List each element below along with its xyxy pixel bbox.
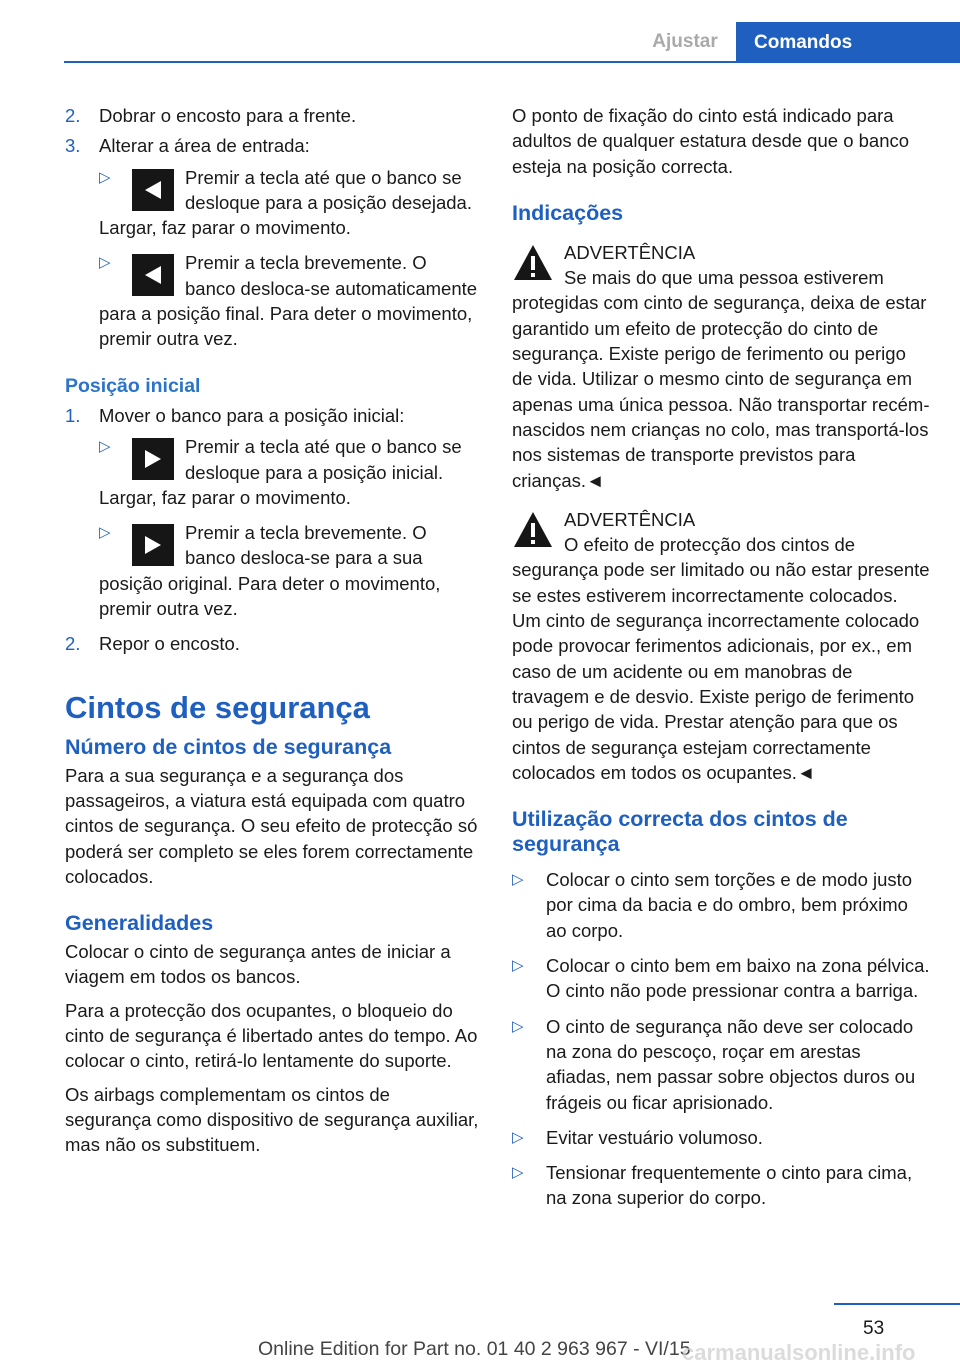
watermark: carmanualsonline.info <box>682 1340 916 1362</box>
pos-step-1-sub-b <box>99 520 481 621</box>
arrow-left-button-icon <box>132 254 174 296</box>
left-column <box>65 103 481 1166</box>
paragraph: Para a protecção dos ocupantes, o bloqueio do cinto de segurança é libertado antes do tempo. Ao colocar o cinto, retirá-lo lentamente do suporte. <box>65 999 478 1072</box>
list-item <box>512 1125 930 1150</box>
footer-edition: Online Edition for Part no. 01 40 2 963 967 - VI/15 <box>258 1338 691 1360</box>
list-item <box>512 1014 930 1115</box>
step-text: Dobrar o encosto para a frente. <box>99 105 357 126</box>
tab-comandos[interactable]: Comandos <box>736 22 960 63</box>
step-number: 1. <box>65 404 81 426</box>
step-number: 2. <box>65 105 81 126</box>
heading-cintos-de-seguranca: Cintos de segurança <box>65 689 370 725</box>
triangle-bullet-icon: ▷ <box>512 871 524 889</box>
triangle-bullet-icon: ▷ <box>99 254 111 272</box>
arrow-right-button-icon <box>132 524 174 566</box>
warning-triangle-icon <box>512 242 554 284</box>
paragraph: Colocar o cinto de segurança antes de iniciar a viagem em todos os bancos. <box>65 941 451 988</box>
list-item-text: Colocar o cinto sem torções e de modo justo por cima da bacia e do ombro, bem próximo ao corpo. <box>546 869 913 941</box>
page-number: 53 <box>863 1318 885 1339</box>
step-text: Mover o banco para a posição inicial: <box>99 404 405 426</box>
warning-block <box>512 240 930 493</box>
step-number: 3. <box>65 135 81 157</box>
pos-step-1-sub-a <box>99 434 481 510</box>
heading-utilizacao-correcta: Utilização correcta dos cintos de segurança <box>512 807 848 857</box>
step-text: Premir a tecla brevemente. O banco desloca-se para a sua posição original. Para deter o movimento, premir outra vez. <box>99 522 441 620</box>
paragraph: O ponto de fixação do cinto está indicado para adultos de qualquer estatura desde que o banco esteja na posição correcta. <box>512 105 910 177</box>
step-text: Premir a tecla até que o banco se desloque para a posição desejada. Largar, faz parar o movimento. <box>99 166 472 239</box>
paragraph: Os airbags complementam os cintos de segurança como dispositivo de segurança auxiliar, mas não os substituem. <box>65 1083 479 1156</box>
right-column <box>512 103 930 1221</box>
step-3-sub-b <box>99 250 481 351</box>
step-2 <box>65 103 481 128</box>
step-3 <box>65 133 481 158</box>
pos-step-2 <box>65 631 481 656</box>
triangle-bullet-icon: ▷ <box>99 168 111 186</box>
triangle-bullet-icon: ▷ <box>99 438 111 456</box>
list-item <box>512 953 930 1004</box>
list-item-text: Evitar vestuário volumoso. <box>546 1126 763 1148</box>
warning-triangle-icon <box>512 509 554 551</box>
warning-block <box>512 507 930 785</box>
heading-generalidades: Generalidades <box>65 911 214 936</box>
footer-rule <box>834 1303 960 1305</box>
triangle-bullet-icon: ▷ <box>512 1164 524 1182</box>
warning-text: O efeito de protecção dos cintos de segurança pode ser limitado ou não estar presente se estes estiverem incorrectamente colocados. Um cinto de segurança incorrectamente colocado pode provocar ferimentos adicionais, por ex., em caso de um acidente ou em manobras de travagem e de desvio. Existe perigo de ferimento ou perigo de vida. Prestar atenção para que os cintos de segurança estejam correctamente colocados em todos os ocupantes.◄ <box>512 534 930 783</box>
step-text: Premir a tecla até que o banco se desloque para a posição inicial. Largar, faz parar o movimento. <box>99 436 462 508</box>
arrow-left-button-icon <box>132 169 174 211</box>
triangle-bullet-icon: ▷ <box>512 1128 524 1146</box>
arrow-right-button-icon <box>132 438 174 480</box>
pos-step-1 <box>65 403 481 428</box>
step-text: Premir a tecla brevemente. O banco desloca-se automaticamente para a posição final. Para deter o movimento, premir outra vez. <box>99 252 478 350</box>
warning-label: ADVERTÊNCIA <box>564 241 696 263</box>
heading-numero-de-cintos: Número de cintos de segurança <box>65 734 392 759</box>
triangle-bullet-icon: ▷ <box>512 957 524 975</box>
warning-label: ADVERTÊNCIA <box>564 508 696 530</box>
list-item <box>512 867 930 943</box>
paragraph: Para a sua segurança e a segurança dos passageiros, a viatura está equipada com quatro cintos de segurança. O seu efeito de protecção só poderá ser completo se eles forem correctamente colocados. <box>65 764 478 887</box>
list-item-text: Tensionar frequentemente o cinto para cima, na zona superior do corpo. <box>546 1162 913 1209</box>
step-3-sub-a <box>99 165 481 241</box>
step-text: Repor o encosto. <box>99 633 240 655</box>
tab-ajustar[interactable]: Ajustar <box>652 30 718 52</box>
triangle-bullet-icon: ▷ <box>512 1017 524 1035</box>
list-item <box>512 1160 930 1211</box>
step-text: Alterar a área de entrada: <box>99 135 310 157</box>
list-item-text: Colocar o cinto bem em baixo na zona pélvica. O cinto não pode pressionar contra a barriga. <box>546 955 930 1002</box>
triangle-bullet-icon: ▷ <box>99 524 111 542</box>
warning-text: Se mais do que uma pessoa estiverem protegidas com cinto de segurança, deixa de estar garantido um efeito de protecção do cinto de segurança. Existe perigo de ferimento ou perigo de vida. Utilizar o mesmo cinto de segurança em apenas uma única pessoa. Não transportar recém-nascidos nem crianças no colo, mas transportá-los nos sistemas de transporte previstos para crianças.◄ <box>512 267 930 491</box>
section-title-posicao-inicial: Posição inicial <box>65 374 201 397</box>
list-item-text: O cinto de segurança não deve ser colocado na zona do pescoço, roçar em arestas afiadas, nem passar sobre objectos duros ou frágeis ou ficar aprisionado. <box>546 1015 916 1113</box>
step-number: 2. <box>65 633 81 655</box>
heading-indicacoes: Indicações <box>512 200 624 225</box>
